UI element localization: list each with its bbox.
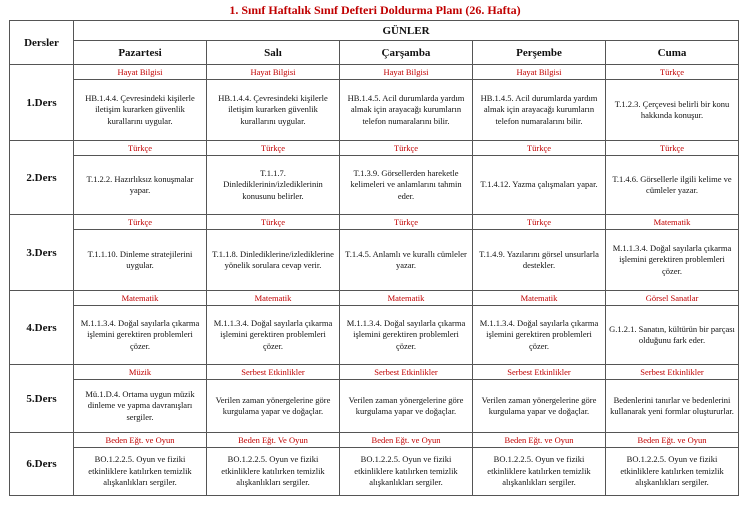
outcome-cell: M.1.1.3.4. Doğal sayılarla çıkarma işlemini gerektiren problemleri çözer. [606,230,739,291]
lesson-label: 2.Ders [10,141,74,215]
outcome-cell: HB.1.4.5. Acil durumlarda yardım almak için arayacağı kurumların telefon numaralarını bilir. [473,80,606,141]
outcome-cell: M.1.1.3.4. Doğal sayılarla çıkarma işlemini gerektiren problemleri çözer. [207,306,340,365]
lesson-label: 4.Ders [10,291,74,365]
subject-cell: Matematik [606,215,739,230]
subject-cell: Hayat Bilgisi [207,65,340,80]
day-header-pazartesi: Pazartesi [74,41,207,65]
outcome-cell: HB.1.4.5. Acil durumlarda yardım almak için arayacağı kurumların telefon numaralarını bilir. [340,80,473,141]
outcome-cell: Verilen zaman yönergelerine göre kurgulama yapar ve doğaçlar. [473,380,606,433]
outcome-cell: HB.1.4.4. Çevresindeki kişilerle iletişim kurarken güvenlik kurallarını uygular. [207,80,340,141]
dersler-header: Dersler [10,21,74,65]
lesson-label: 3.Ders [10,215,74,291]
subject-cell: Serbest Etkinlikler [473,365,606,380]
lesson-label: 1.Ders [10,65,74,141]
outcome-cell: T.1.3.9. Görsellerden hareketle kelimeleri ve anlamlarını tahmin eder. [340,156,473,215]
schedule-table [9,20,739,496]
subject-cell: Beden Eğt. ve Oyun [473,433,606,448]
subject-cell: Hayat Bilgisi [473,65,606,80]
outcome-cell: T.1.4.6. Görsellerle ilgili kelime ve cümleler yazar. [606,156,739,215]
outcome-cell: HB.1.4.4. Çevresindeki kişilerle iletişim kurarken güvenlik kurallarını uygular. [74,80,207,141]
outcome-cell: Bedenlerini tanırlar ve bedenlerini kullanarak yeni formlar oluştururlar. [606,380,739,433]
subject-cell: Serbest Etkinlikler [606,365,739,380]
subject-cell: Hayat Bilgisi [340,65,473,80]
subject-cell: Türkçe [207,215,340,230]
subject-cell: Matematik [340,291,473,306]
day-header-sali: Salı [207,41,340,65]
outcome-cell: T.1.2.2. Hazırlıksız konuşmalar yapar. [74,156,207,215]
outcome-cell: Verilen zaman yönergelerine göre kurgulama yapar ve doğaçlar. [340,380,473,433]
subject-cell: Türkçe [606,65,739,80]
gunler-header: GÜNLER [74,21,739,41]
subject-cell: Türkçe [340,215,473,230]
outcome-cell: BO.1.2.2.5. Oyun ve fiziki etkinliklere katılırken temizlik alışkanlıkları sergiler. [606,448,739,496]
page-title: 1. Sınıf Haftalık Sınıf Defteri Doldurma Planı (26. Hafta) [229,3,521,17]
subject-cell: Beden Eğt. Ve Oyun [207,433,340,448]
subject-cell: Hayat Bilgisi [74,65,207,80]
outcome-cell: T.1.1.8. Dinlediklerine/izlediklerine yönelik sorulara cevap verir. [207,230,340,291]
outcome-cell: Mü.1.D.4. Ortama uygun müzik dinleme ve yapma davranışları sergiler. [74,380,207,433]
subject-cell: Türkçe [340,141,473,156]
subject-cell: Türkçe [74,141,207,156]
outcome-cell: BO.1.2.2.5. Oyun ve fiziki etkinliklere katılırken temizlik alışkanlıkları sergiler. [473,448,606,496]
outcome-cell: T.1.2.3. Çerçevesi belirli bir konu hakkında konuşur. [606,80,739,141]
subject-cell: Matematik [74,291,207,306]
outcome-cell: T.1.1.7. Dinlediklerinin/izlediklerinin konusunu belirler. [207,156,340,215]
outcome-cell: M.1.1.3.4. Doğal sayılarla çıkarma işlemini gerektiren problemleri çözer. [74,306,207,365]
lesson-label: 6.Ders [10,433,74,496]
outcome-cell: T.1.1.10. Dinleme stratejilerini uygular. [74,230,207,291]
outcome-cell: T.1.4.12. Yazma çalışmaları yapar. [473,156,606,215]
outcome-cell: G.1.2.1. Sanatın, kültürün bir parçası olduğunu fark eder. [606,306,739,365]
subject-cell: Serbest Etkinlikler [340,365,473,380]
subject-cell: Matematik [473,291,606,306]
outcome-cell: M.1.1.3.4. Doğal sayılarla çıkarma işlemini gerektiren problemleri çözer. [340,306,473,365]
subject-cell: Türkçe [473,141,606,156]
lesson-label: 5.Ders [10,365,74,433]
outcome-cell: Verilen zaman yönergelerine göre kurgulama yapar ve doğaçlar. [207,380,340,433]
subject-cell: Beden Eğt. ve Oyun [74,433,207,448]
subject-cell: Görsel Sanatlar [606,291,739,306]
subject-cell: Türkçe [473,215,606,230]
subject-cell: Türkçe [606,141,739,156]
outcome-cell: BO.1.2.2.5. Oyun ve fiziki etkinliklere katılırken temizlik alışkanlıkları sergiler. [340,448,473,496]
outcome-cell: BO.1.2.2.5. Oyun ve fiziki etkinliklere katılırken temizlik alışkanlıkları sergiler. [207,448,340,496]
outcome-cell: BO.1.2.2.5. Oyun ve fiziki etkinliklere katılırken temizlik alışkanlıkları sergiler. [74,448,207,496]
subject-cell: Matematik [207,291,340,306]
outcome-cell: T.1.4.9. Yazılarını görsel unsurlarla destekler. [473,230,606,291]
subject-cell: Beden Eğt. ve Oyun [340,433,473,448]
subject-cell: Müzik [74,365,207,380]
day-header-cuma: Cuma [606,41,739,65]
subject-cell: Türkçe [74,215,207,230]
subject-cell: Beden Eğt. ve Oyun [606,433,739,448]
outcome-cell: T.1.4.5. Anlamlı ve kurallı cümleler yazar. [340,230,473,291]
subject-cell: Türkçe [207,141,340,156]
outcome-cell: M.1.1.3.4. Doğal sayılarla çıkarma işlemini gerektiren problemleri çözer. [473,306,606,365]
subject-cell: Serbest Etkinlikler [207,365,340,380]
day-header-carsamba: Çarşamba [340,41,473,65]
day-header-persembe: Perşembe [473,41,606,65]
